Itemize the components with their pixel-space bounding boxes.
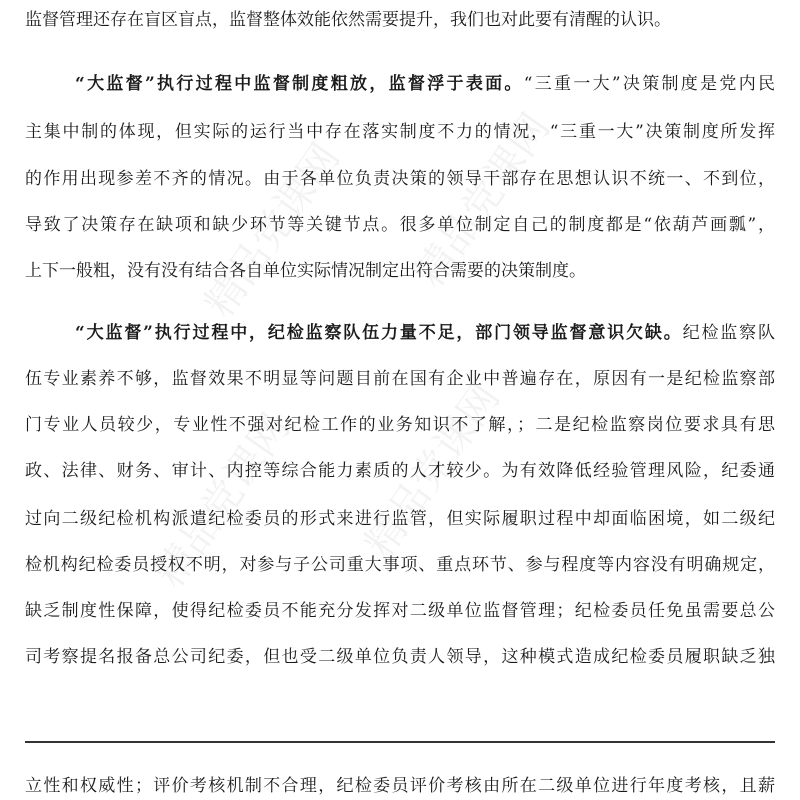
watermark: 精品党课网 [356, 375, 510, 566]
paragraph-line: 门专业人员较少，专业性不强对纪检工作的业务知识不了解，；二是纪检监察岗位要求具有思 [25, 415, 775, 435]
paragraph-line: 主集中制的体现，但实际的运行当中存在落实制度不力的情况，“三重一大”决策制度所发挥 [25, 122, 775, 142]
paragraph-line: 的作用出现参差不齐的情况。由于各单位负责决策的领导干部存在思想认识不统一、不到位， [25, 169, 775, 189]
paragraph-text: “三重一大”决策制度是党内民 [523, 74, 775, 94]
paragraph-line: 检机构纪检委员授权不明，对参与子公司重大事项、重点环节、参与程度等内容没有明确规定， [25, 555, 775, 575]
bold-heading: “大监督”执行过程中，纪检监察队伍力量不足，部门领导监督意识欠缺。 [75, 323, 683, 343]
watermark: 精品党课网 [406, 105, 560, 296]
paragraph-heading-line [75, 73, 775, 95]
paragraph-line: 过向二级纪检机构派遣纪检委员的形式来进行监管，但实际履职过程中却面临困境，如二级纪 [25, 509, 775, 529]
paragraph-line: 监督管理还存在盲区盲点，监督整体效能依然需要提升，我们也对此要有清醒的认识。 [25, 10, 671, 30]
paragraph-line: 司考察提名报备总公司纪委，但也受二级单位负责人领导，这种模式造成纪检委员履职缺乏独 [25, 647, 775, 667]
watermark: 精品党课网 [196, 135, 350, 326]
watermark: 精品党课网 [146, 405, 300, 596]
page-break-divider [25, 741, 775, 743]
paragraph-line: 立性和权威性；评价考核机制不合理，纪检委员评价考核由所在二级单位进行年度考核，且薪 [25, 776, 775, 796]
paragraph-text: 纪检监察队 [682, 323, 776, 343]
paragraph-heading-line [75, 322, 775, 344]
paragraph-line: 伍专业素养不够，监督效果不明显等问题目前在国有企业中普遍存在，原因有一是纪检监察部 [25, 369, 775, 389]
paragraph-line: 政、法律、财务、审计、内控等综合能力素质的人才较少。为有效降低经验管理风险，纪委通 [25, 461, 775, 481]
bold-heading: “大监督”执行过程中监督制度粗放，监督浮于表面。 [75, 74, 524, 94]
paragraph-line: 缺乏制度性保障，使得纪检委员不能充分发挥对二级单位监督管理；纪检委员任免虽需要总公 [25, 601, 775, 621]
paragraph-line: 导致了决策存在缺项和缺少环节等关键节点。很多单位制定自己的制度都是“依葫芦画瓢”， [25, 215, 775, 235]
paragraph-line: 上下一般粗，没有没有结合各自单位实际情况制定出符合需要的决策制度。 [25, 261, 586, 281]
